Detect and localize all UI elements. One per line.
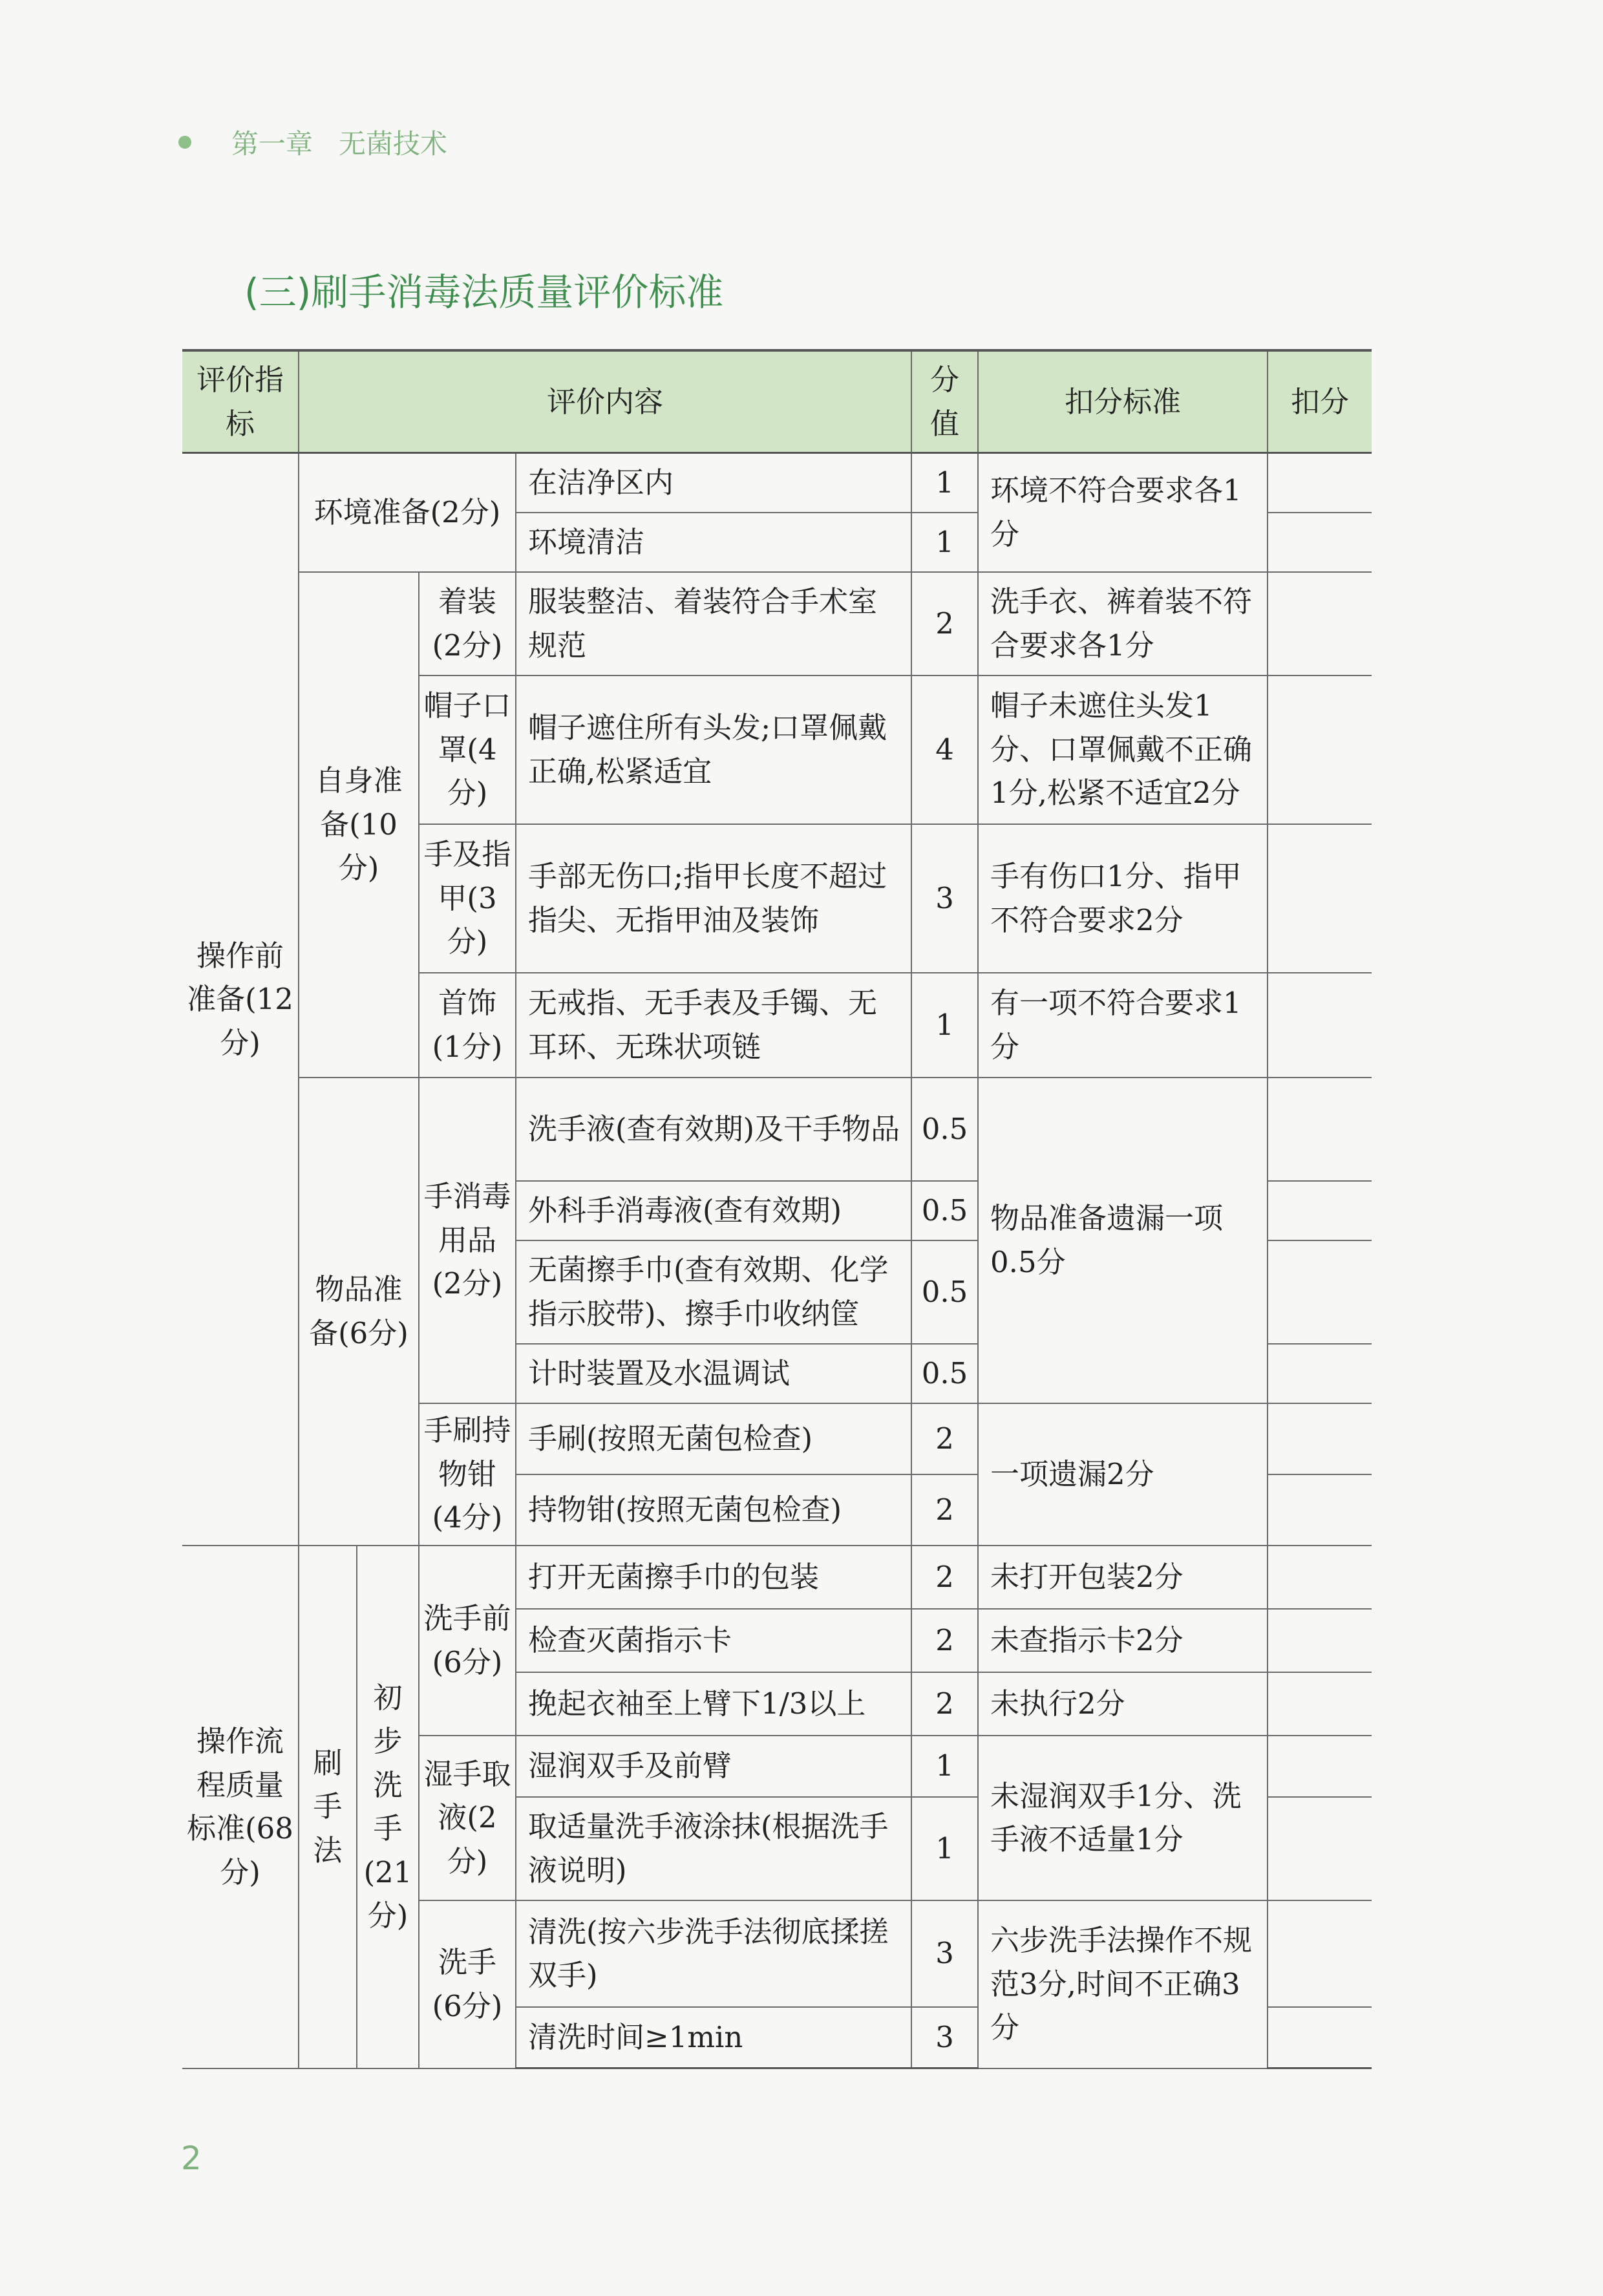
content-cell: 无菌擦手巾(查有效期、化学指示胶带)、擦手巾收纳筐 (516, 1240, 911, 1344)
score-cell: 0.5 (911, 1078, 978, 1181)
deduction-standard-cell: 未湿润双手1分、洗手液不适量1分 (978, 1736, 1268, 1900)
group-initial-wash: 初步洗手(21分) (357, 1546, 419, 2068)
score-cell: 1 (911, 973, 978, 1078)
score-cell: 4 (911, 675, 978, 824)
chapter-number: 第一章 (231, 128, 313, 160)
table-row (182, 1078, 1372, 1181)
deduction-standard-cell: 帽子未遮住头发1分、口罩佩戴不正确1分,松紧不适宜2分 (978, 675, 1268, 824)
deduction-input-cell[interactable] (1268, 1240, 1372, 1344)
content-cell: 检查灭菌指示卡 (516, 1609, 911, 1672)
content-cell: 环境清洁 (516, 513, 911, 572)
deduction-input-cell[interactable] (1268, 1797, 1372, 1900)
group-self: 自身准备(10分) (299, 572, 419, 1078)
content-cell: 挽起衣袖至上臂下1/3以上 (516, 1672, 911, 1736)
evaluation-table (182, 349, 1372, 2069)
score-cell: 1 (911, 1736, 978, 1797)
deduction-input-cell[interactable] (1268, 1403, 1372, 1474)
header-content: 评价内容 (299, 350, 911, 453)
table-header-row (182, 350, 1372, 453)
score-cell: 2 (911, 1546, 978, 1609)
deduction-input-cell[interactable] (1268, 1546, 1372, 1609)
content-cell: 持物钳(按照无菌包检查) (516, 1474, 911, 1546)
group-before-wash: 洗手前(6分) (419, 1546, 516, 1736)
table-row (182, 572, 1372, 675)
score-cell: 0.5 (911, 1181, 978, 1240)
score-cell: 2 (911, 572, 978, 675)
deduction-standard-cell: 手有伤口1分、指甲不符合要求2分 (978, 824, 1268, 973)
score-cell: 1 (911, 1797, 978, 1900)
content-cell: 清洗时间≥1min (516, 2007, 911, 2068)
deduction-standard-cell: 洗手衣、裤着装不符合要求各1分 (978, 572, 1268, 675)
header-score: 分值 (911, 350, 978, 453)
deduction-input-cell[interactable] (1268, 1736, 1372, 1797)
deduction-input-cell[interactable] (1268, 824, 1372, 973)
group-dress: 着装(2分) (419, 572, 516, 675)
group-cap-mask: 帽子口罩(4分) (419, 675, 516, 824)
header-deduction-standard: 扣分标准 (978, 350, 1268, 453)
deduction-input-cell[interactable] (1268, 1672, 1372, 1736)
content-cell: 湿润双手及前臂 (516, 1736, 911, 1797)
content-cell: 帽子遮住所有头发;口罩佩戴正确,松紧适宜 (516, 675, 911, 824)
deduction-input-cell[interactable] (1268, 1609, 1372, 1672)
content-cell: 打开无菌擦手巾的包装 (516, 1546, 911, 1609)
content-cell: 无戒指、无手表及手镯、无耳环、无珠状项链 (516, 973, 911, 1078)
deduction-input-cell[interactable] (1268, 1181, 1372, 1240)
deduction-standard-cell: 物品准备遗漏一项0.5分 (978, 1078, 1268, 1403)
score-cell: 3 (911, 824, 978, 973)
score-cell: 0.5 (911, 1344, 978, 1403)
deduction-input-cell[interactable] (1268, 973, 1372, 1078)
score-cell: 3 (911, 2007, 978, 2068)
content-cell: 清洗(按六步洗手法彻底揉搓双手) (516, 1900, 911, 2007)
score-cell: 1 (911, 453, 978, 513)
group-wash: 洗手(6分) (419, 1900, 516, 2068)
deduction-input-cell[interactable] (1268, 1344, 1372, 1403)
group-process: 操作流程质量标准(68分) (182, 1546, 299, 2068)
deduction-standard-cell: 未打开包装2分 (978, 1546, 1268, 1609)
content-cell: 在洁净区内 (516, 453, 911, 513)
header-deduction: 扣分 (1268, 350, 1372, 453)
content-cell: 取适量洗手液涂抹(根据洗手液说明) (516, 1797, 911, 1900)
score-cell: 3 (911, 1900, 978, 2007)
bullet-dot-icon (178, 136, 191, 149)
score-cell: 2 (911, 1609, 978, 1672)
score-cell: 1 (911, 513, 978, 572)
deduction-standard-cell: 未查指示卡2分 (978, 1609, 1268, 1672)
content-cell: 手刷(按照无菌包检查) (516, 1403, 911, 1474)
section-title: (三)刷手消毒法质量评价标准 (244, 270, 724, 314)
content-cell: 洗手液(查有效期)及干手物品 (516, 1078, 911, 1181)
deduction-input-cell[interactable] (1268, 572, 1372, 675)
deduction-input-cell[interactable] (1268, 675, 1372, 824)
score-cell: 2 (911, 1403, 978, 1474)
group-wet-soap: 湿手取液(2分) (419, 1736, 516, 1900)
table-row (182, 453, 1372, 513)
deduction-standard-cell: 有一项不符合要求1分 (978, 973, 1268, 1078)
score-cell: 2 (911, 1474, 978, 1546)
deduction-standard-cell: 一项遗漏2分 (978, 1403, 1268, 1546)
deduction-standard-cell: 未执行2分 (978, 1672, 1268, 1736)
group-environment: 环境准备(2分) (299, 453, 516, 572)
group-disinfect-supplies: 手消毒用品(2分) (419, 1078, 516, 1403)
group-brush-forceps: 手刷持物钳(4分) (419, 1403, 516, 1546)
group-hands-nails: 手及指甲(3分) (419, 824, 516, 973)
evaluation-table-wrapper (182, 349, 1372, 2069)
deduction-input-cell[interactable] (1268, 453, 1372, 513)
page-number: 2 (181, 2140, 202, 2177)
chapter-title: 无菌技术 (339, 128, 448, 160)
header-indicator: 评价指标 (182, 350, 299, 453)
deduction-input-cell[interactable] (1268, 1474, 1372, 1546)
deduction-standard-cell: 环境不符合要求各1分 (978, 453, 1268, 572)
deduction-input-cell[interactable] (1268, 2007, 1372, 2068)
group-items: 物品准备(6分) (299, 1078, 419, 1546)
deduction-input-cell[interactable] (1268, 1900, 1372, 2007)
group-scrub-method: 刷手法 (299, 1546, 357, 2068)
score-cell: 0.5 (911, 1240, 978, 1344)
table-row (182, 1546, 1372, 1609)
score-cell: 2 (911, 1672, 978, 1736)
content-cell: 计时装置及水温调试 (516, 1344, 911, 1403)
deduction-input-cell[interactable] (1268, 1078, 1372, 1181)
group-jewelry: 首饰(1分) (419, 973, 516, 1078)
group-pre-op: 操作前准备(12分) (182, 453, 299, 1546)
deduction-standard-cell: 六步洗手法操作不规范3分,时间不正确3分 (978, 1900, 1268, 2068)
content-cell: 外科手消毒液(查有效期) (516, 1181, 911, 1240)
content-cell: 服装整洁、着装符合手术室规范 (516, 572, 911, 675)
content-cell: 手部无伤口;指甲长度不超过指尖、无指甲油及装饰 (516, 824, 911, 973)
running-head (178, 123, 447, 162)
deduction-input-cell[interactable] (1268, 513, 1372, 572)
